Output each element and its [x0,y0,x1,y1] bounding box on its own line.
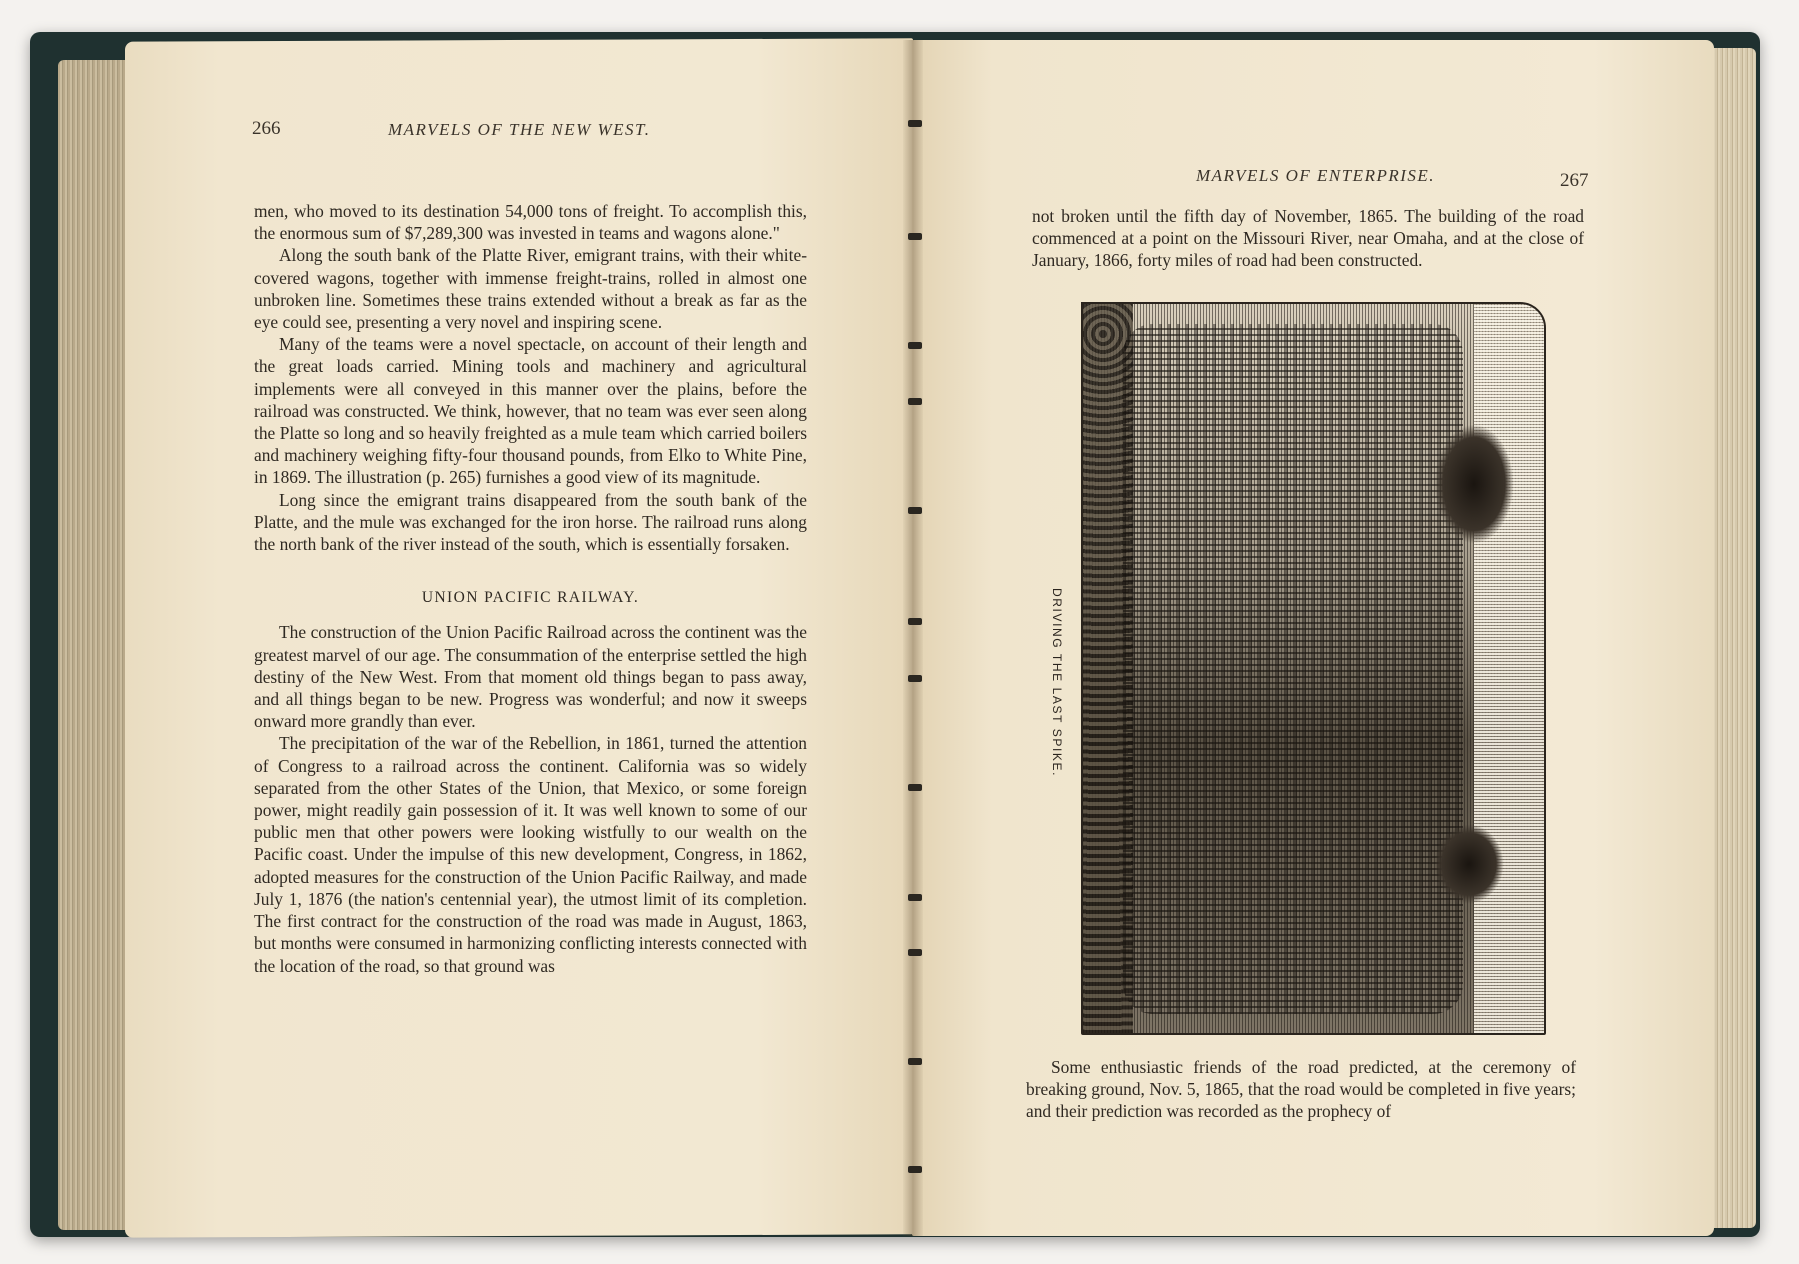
engraving-crowd [1123,324,1463,1014]
paragraph: The precipitation of the war of the Rebellion, in 1861, turned the attention of Congress to a railroad across the continent. California was so widely separated from the other States of the Union, that Mexico, or some foreign power, might readily gain possession of it. It was well known to some of our public men that other powers were looking wistfully to our wealth on the Pacific coast. Under the impulse of this new development, Congress, in 1862, adopted measures for the construction of the Union Pacific Railway, and made July 1, 1876 (the nation's centennial year), the utmost limit of its completion. The first contract for the construction of the road was made in August, 1863, but months were consumed in harmonizing conflicting interests connected with the location of the road, so that ground was [254,733,807,976]
paragraph: Along the south bank of the Platte River, emigrant trains, with their white-covered wagons, together with immense freight-trains, rolled in almost one unbroken line. Sometimes these trains extended without a break as far as the eye could see, presenting a very novel and inspiring scene. [254,245,807,333]
engraving-sky [1474,304,1544,1033]
paragraph: Long since the emigrant trains disappeared from the south bank of the Platte, and the mule was exchanged for the iron horse. The railroad runs along the north bank of the river instead of the south, which is essentially forsaken. [254,489,807,555]
binding-stitch [908,784,922,791]
figure-caption: DRIVING THE LAST SPIKE. [1050,588,1064,778]
binding-stitch [908,507,922,514]
paragraph: Some enthusiastic friends of the road predicted, at the ceremony of breaking ground, Nov. 5, 1865, that the road would be completed in five years; and their prediction was recorded as the prophecy of [1026,1057,1576,1122]
page-number-right: 267 [1560,170,1589,191]
binding-stitch [908,618,922,625]
engraving-locomotive [1434,824,1504,904]
paragraph: men, who moved to its destination 54,000 tons of freight. To accomplish this, the enormous sum of $7,289,300 was invested in teams and wagons alone." [254,201,807,244]
page-number-left: 266 [252,118,281,139]
running-head-left: MARVELS OF THE NEW WEST. [388,120,651,139]
binding-stitch [908,342,922,349]
paragraph: Many of the teams were a novel spectacle, on account of their length and the great loads carried. Mining tools and machinery and agricultural implements were all conveyed in this manner over the plains, before the railroad was constructed. We think, however, that no team was ever seen along the Platte so long and so heavily freighted as a mule team which carried boilers and machinery weighing fifty-four thousand pounds, from Elko to White Pine, in 1869. The illustration (p. 265) furnishes a good view of its magnitude. [254,334,807,488]
engraving-driving-the-last-spike [1081,302,1546,1035]
binding-stitch [908,398,922,405]
left-page-body [254,200,807,977]
book-gutter [903,40,923,1236]
binding-stitch [908,1166,922,1173]
binding-stitch [908,675,922,682]
section-heading: UNION PACIFIC RAILWAY. [421,589,640,607]
binding-stitch [908,949,922,956]
binding-stitch [908,1058,922,1065]
paragraph: not broken until the fifth day of November, 1865. The building of the road commenced at a point on the Missouri River, near Omaha, and at the close of January, 1866, forty miles of road had been constructed. [1032,206,1584,271]
binding-stitch [908,894,922,901]
paragraph: The construction of the Union Pacific Railroad across the continent was the greatest marvel of our age. The consummation of the enterprise settled the high destiny of the New West. From that moment old things began to pass away, and all things began to be new. Progress was wonderful; and now it sweeps onward more grandly than ever. [254,622,807,732]
running-head-right: MARVELS OF ENTERPRISE. [1196,166,1436,185]
right-page-bottom-text [1026,1056,1576,1123]
engraving-locomotive [1434,424,1514,544]
binding-stitch [908,233,922,240]
right-page-top-text [1032,205,1584,272]
binding-stitch [908,120,922,127]
